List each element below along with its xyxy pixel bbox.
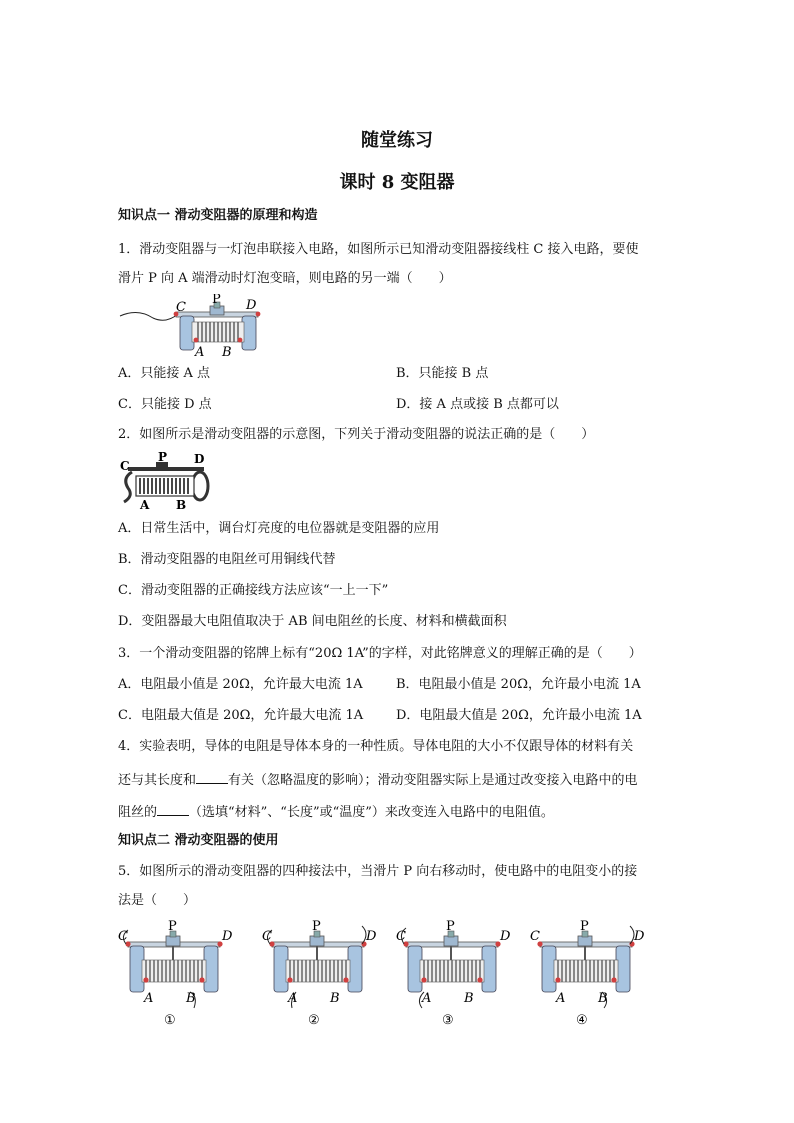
q1-fig-label-b: B <box>222 345 232 360</box>
q1-fig-label-a: A <box>195 345 205 360</box>
q5-fig4-label-c: C <box>530 929 540 944</box>
q5-fig2-label-p: P <box>312 920 321 934</box>
q5-fig4-label-num: ④ <box>576 1013 588 1028</box>
q4-line-3 <box>118 801 554 823</box>
q4-blank-2[interactable] <box>157 801 189 816</box>
q2-fig-label-c: C <box>120 459 130 473</box>
q4-line-1: 4．实验表明，导体的电阻是导体本身的一种性质。导体电阻的大小不仅跟导体的材料有关 <box>118 739 634 754</box>
q1-option-a: A．只能接 A 点 <box>118 366 211 381</box>
q2-option-a: A．日常生活中，调台灯亮度的电位器就是变阻器的应用 <box>118 521 440 536</box>
q5-fig4-label-b: B <box>598 991 608 1006</box>
q4-line-3-a: 阻丝的 <box>118 805 158 820</box>
q1-option-c: C．只能接 D 点 <box>118 397 212 412</box>
lesson-title: 课时 8 变阻器 <box>339 172 455 193</box>
q3-option-b: B．电阻最小值是 20Ω，允许最小电流 1A <box>396 677 641 692</box>
q2-fig-label-a: A <box>140 498 150 512</box>
worksheet-title: 随堂练习 <box>361 130 433 151</box>
q5-fig1-label-a: A <box>144 991 154 1006</box>
q5-fig3-label-d: D <box>500 929 511 944</box>
q5-fig1-label-d: D <box>222 929 233 944</box>
q5-fig2-label-d: D <box>366 929 377 944</box>
q1-line-2: 滑片 P 向 A 端滑动时灯泡变暗，则电路的另一端（ ） <box>118 271 452 286</box>
q5-fig2-label-c: C <box>262 929 272 944</box>
q2-fig-label-b: B <box>176 498 187 512</box>
q1-line-1: 1．滑动变阻器与一灯泡串联接入电路，如图所示已知滑动变阻器接线柱 C 接入电路，要使 <box>118 242 639 257</box>
q2-fig-label-d: D <box>194 452 205 466</box>
q5-fig2-label-a: A <box>288 991 298 1006</box>
q3-stem: 3．一个滑动变阻器的铭牌上标有“20Ω 1A”的字样，对此铭牌意义的理解正确的是（ ） <box>118 646 642 661</box>
q5-fig1-label-c: C <box>118 929 128 944</box>
q3-option-a: A．电阻最小值是 20Ω，允许最大电流 1A <box>118 677 363 692</box>
q1-option-b: B．只能接 B 点 <box>396 366 489 381</box>
q3-option-c: C．电阻最大值是 20Ω，允许最大电流 1A <box>118 708 364 723</box>
q4-line-2 <box>118 769 638 791</box>
q5-fig3-label-num: ③ <box>442 1013 454 1028</box>
q5-line-2: 法是（ ） <box>118 893 197 908</box>
q2-rheostat-diagram <box>118 450 216 512</box>
q1-fig-label-c: C <box>176 300 186 315</box>
q2-stem: 2．如图所示是滑动变阻器的示意图，下列关于滑动变阻器的说法正确的是（ ） <box>118 427 595 442</box>
q5-rheostat-figure-4 <box>530 920 650 1028</box>
q2-option-b: B．滑动变阻器的电阻丝可用铜线代替 <box>118 552 336 567</box>
q5-rheostat-figure-1 <box>118 920 238 1028</box>
q1-option-d: D．接 A 点或接 B 点都可以 <box>396 397 559 412</box>
q5-fig4-label-d: D <box>634 929 645 944</box>
q5-line-1: 5．如图所示的滑动变阻器的四种接法中，当滑片 P 向右移动时，使电路中的电阻变小的接 <box>118 864 638 879</box>
q5-fig2-label-num: ② <box>308 1013 320 1028</box>
q2-option-d: D．变阻器最大电阻值取决于 AB 间电阻丝的长度、材料和横截面积 <box>118 614 507 629</box>
q2-fig-label-p: P <box>158 450 168 464</box>
q5-fig3-label-b: B <box>464 991 474 1006</box>
q4-line-3-b: （选填“材料”、“长度”或“温度”）来改变连入电路中的电阻值。 <box>189 805 554 820</box>
q3-option-d: D．电阻最大值是 20Ω，允许最小电流 1A <box>396 708 642 723</box>
section-heading-1: 知识点一 滑动变阻器的原理和构造 <box>118 208 318 223</box>
q5-fig4-label-a: A <box>556 991 566 1006</box>
q5-fig1-label-num: ① <box>164 1013 176 1028</box>
q1-fig-label-p: P <box>212 294 221 307</box>
q5-fig1-label-b: B <box>186 991 196 1006</box>
q5-rheostat-figure-3 <box>396 920 516 1028</box>
q4-blank-1[interactable] <box>196 769 228 784</box>
q5-fig1-label-p: P <box>168 920 177 934</box>
q2-option-c: C．滑动变阻器的正确接线方法应该“一上一下” <box>118 583 389 598</box>
q5-fig3-label-a: A <box>422 991 432 1006</box>
q4-line-2-a: 还与其长度和 <box>118 773 197 788</box>
q1-fig-label-d: D <box>246 298 257 313</box>
q5-rheostat-figure-2 <box>262 920 382 1028</box>
q1-rheostat-figure <box>118 294 268 360</box>
q5-fig3-label-p: P <box>446 920 455 934</box>
section-heading-2: 知识点二 滑动变阻器的使用 <box>118 833 279 848</box>
q5-fig4-label-p: P <box>580 920 589 934</box>
q5-fig2-label-b: B <box>330 991 340 1006</box>
q4-line-2-b: 有关（忽略温度的影响）；滑动变阻器实际上是通过改变接入电路中的电 <box>228 773 638 788</box>
q5-fig3-label-c: C <box>396 929 406 944</box>
